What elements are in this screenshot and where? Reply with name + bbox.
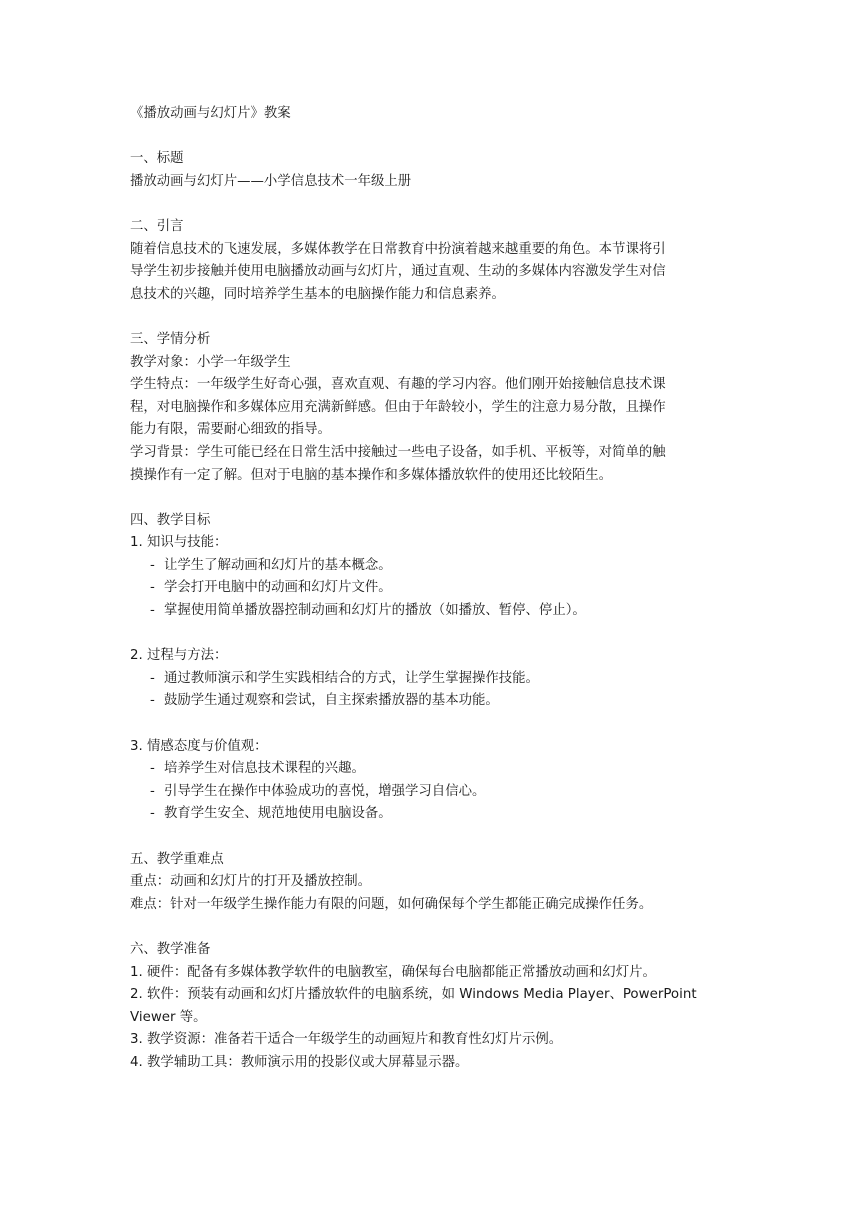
dash-marker: - [150,670,155,686]
objective-item-text: 培养学生对信息技术课程的兴趣。 [164,761,365,777]
objective-item-text: 教育学生安全、规范地使用电脑设备。 [164,806,392,822]
spacer [130,623,740,646]
section-heading-key-points: 五、教学重难点 [130,851,224,867]
student-traits-line: 程，对电脑操作和多媒体应用充满新鲜感。但由于年龄较小，学生的注意力易分散，且操作 [130,399,666,415]
student-traits-line: 能力有限，需要耐心细致的指导。 [130,422,331,438]
section-heading-intro: 二、引言 [130,218,184,234]
preparation-item: 4. 教学辅助工具：教师演示用的投影仪或大屏幕显示器。 [130,1054,469,1070]
preparation-item: 3. 教学资源：准备若干适合一年级学生的动画短片和教育性幻灯片示例。 [130,1032,563,1048]
spacer [130,487,740,510]
objective-item-text: 掌握使用简单播放器控制动画和幻灯片的播放（如播放、暂停、停止）。 [164,603,586,619]
dash-marker: - [150,783,155,799]
objective-item [130,577,740,600]
dash-marker: - [150,761,155,777]
objective-group-title: 2. 过程与方法： [130,648,228,664]
spacer [130,126,740,149]
dash-marker: - [150,693,155,709]
section-heading-preparation: 六、教学准备 [130,941,211,957]
section-heading-analysis: 三、学情分析 [130,331,211,347]
objective-item [130,690,740,713]
spacer [130,916,740,939]
objective-item-text: 学会打开电脑中的动画和幻灯片文件。 [164,580,392,596]
learning-background-line: 学习背景：学生可能已经在日常生活中接触过一些电子设备，如手机、平板等，对简单的触 [130,444,666,460]
teaching-target: 教学对象：小学一年级学生 [130,354,291,370]
objective-group-title: 3. 情感态度与价值观： [130,738,268,754]
student-traits-line: 学生特点：一年级学生好奇心强，喜欢直观、有趣的学习内容。他们刚开始接触信息技术课 [130,377,666,393]
lesson-title-text: 播放动画与幻灯片——小学信息技术一年级上册 [130,173,412,189]
objective-item [130,781,740,804]
intro-line: 息技术的兴趣，同时培养学生基本的电脑操作能力和信息素养。 [130,286,505,302]
intro-line: 随着信息技术的飞速发展，多媒体教学在日常教育中扮演着越来越重要的角色。本节课将引 [130,241,666,257]
spacer [130,193,740,216]
spacer [130,306,740,329]
objective-item-text: 让学生了解动画和幻灯片的基本概念。 [164,557,392,573]
section-heading-objectives: 四、教学目标 [130,512,211,528]
objective-item-text: 引导学生在操作中体验成功的喜悦，增强学习自信心。 [164,783,486,799]
dash-marker: - [150,580,155,596]
document-body [130,103,740,1075]
learning-background-line: 摸操作有一定了解。但对于电脑的基本操作和多媒体播放软件的使用还比较陌生。 [130,467,613,483]
section-heading-title: 一、标题 [130,151,184,167]
spacer [130,713,740,736]
objective-item [130,758,740,781]
preparation-item-continued: Viewer 等。 [130,1009,207,1025]
dash-marker: - [150,806,155,822]
objective-item-text: 通过教师演示和学生实践相结合的方式，让学生掌握操作技能。 [164,670,539,686]
difficult-point: 难点：针对一年级学生操作能力有限的问题，如何确保每个学生都能正确完成操作任务。 [130,896,653,912]
preparation-item: 2. 软件：预装有动画和幻灯片播放软件的电脑系统，如 Windows Media Player、PowerPoint [130,987,697,1003]
document-title: 《播放动画与幻灯片》教案 [130,106,291,121]
objective-item [130,555,740,578]
intro-line: 导学生初步接触并使用电脑播放动画与幻灯片，通过直观、生动的多媒体内容激发学生对信 [130,264,666,280]
dash-marker: - [150,557,155,573]
objective-item-text: 鼓励学生通过观察和尝试，自主探索播放器的基本功能。 [164,693,499,709]
spacer [130,826,740,849]
objective-group-title: 1. 知识与技能： [130,535,228,551]
objective-item [130,668,740,691]
objective-item [130,600,740,623]
objective-item [130,803,740,826]
key-point: 重点：动画和幻灯片的打开及播放控制。 [130,874,372,890]
dash-marker: - [150,603,155,619]
preparation-item: 1. 硬件：配备有多媒体教学软件的电脑教室，确保每台电脑都能正常播放动画和幻灯片。 [130,964,656,980]
